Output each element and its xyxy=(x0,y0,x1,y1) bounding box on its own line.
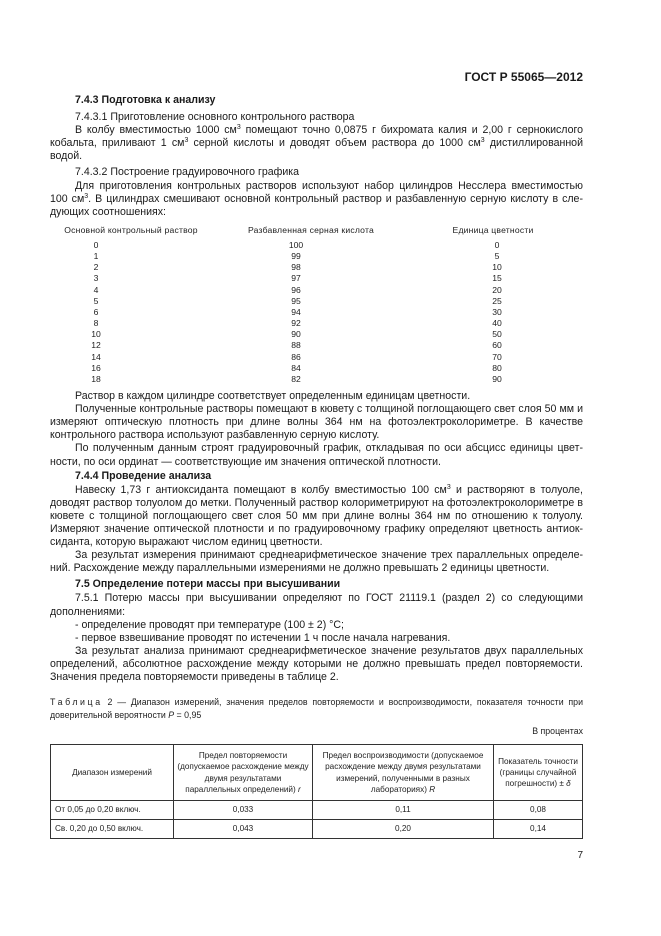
table-2-caption: Таблица 2 — Диапазон измерений, значения пределов повторяемости и воспроизводимости, показателя точности при доверительной вероятности P = 0,95 xyxy=(50,697,583,720)
section-7-4-3-2-heading: 7.4.3.2 Построение градуировочного графика xyxy=(75,166,300,179)
ratio-header-color-unit: Единица цветности xyxy=(452,224,534,235)
list-item-weighing: - первое взвешивание проводят по истечении 1 ч после начала нагревания. xyxy=(75,631,451,644)
reproducibility-cell: 0,11 xyxy=(313,801,494,820)
ratio-table-body xyxy=(58,240,568,385)
ratio-stock-cell: 5 xyxy=(93,295,99,306)
paragraph-analysis-procedure: Навеску 1,73 г антиоксиданта помещают в колбу вместимостью 100 $см^3$ и растворяют в толуоле, доводят раствор толуолом до метки. Полученный раствор колориметрируют на фотоэлектроколориметре в кювете с толщиной поглощающего свет слоя 50 мм при длине волны 364 нм по отношению к толуолу. Измеряют значение оптической плотности и по градуировочному графику определяют цветность антиоксиданта, которую выражают числом единиц цветности. xyxy=(50,483,583,549)
table-2 xyxy=(50,744,583,839)
ratio-row xyxy=(58,363,568,374)
ratio-row xyxy=(58,251,568,262)
ratio-acid-cell: 92 xyxy=(291,318,301,329)
table-2-unit: В процентах xyxy=(532,725,583,736)
section-7-5-heading: 7.5 Определение потери массы при высушивании xyxy=(75,578,341,591)
section-7-4-3-1-heading: 7.4.3.1 Приготовление основного контрольного раствора xyxy=(75,111,355,124)
ratio-acid-cell: 88 xyxy=(291,340,301,351)
ratio-row xyxy=(58,352,568,363)
ratio-row xyxy=(58,240,568,251)
ratio-row xyxy=(58,318,568,329)
ratio-stock-cell: 1 xyxy=(93,251,99,262)
table-row xyxy=(51,801,583,820)
section-7-4-4-heading: 7.4.4 Проведение анализа xyxy=(75,469,212,482)
ratio-row xyxy=(58,285,568,296)
table-row xyxy=(51,820,583,839)
table-2-header-repeatability: Предел повторяемости (допускаемое расхождение между двумя результатами параллельных определений) r xyxy=(174,745,313,801)
ratio-stock-cell: 16 xyxy=(91,362,101,373)
ratio-color-cell: 10 xyxy=(492,262,502,273)
ratio-color-cell: 0 xyxy=(494,240,500,250)
ratio-color-cell: 80 xyxy=(492,362,502,373)
ratio-stock-cell: 8 xyxy=(93,318,99,329)
document-code: ГОСТ Р 55065—2012 xyxy=(464,70,583,84)
ratio-header-acid: Разбавленная серная кислота xyxy=(248,224,374,235)
ratio-stock-cell: 4 xyxy=(93,284,99,295)
ratio-acid-cell: 98 xyxy=(291,262,301,273)
ratio-table xyxy=(58,225,568,385)
reproducibility-cell: 0,20 xyxy=(313,820,494,839)
ratio-stock-cell: 6 xyxy=(93,306,99,317)
ratio-stock-cell: 10 xyxy=(91,329,101,340)
ratio-color-cell: 90 xyxy=(492,373,502,384)
ratio-color-cell: 5 xyxy=(494,251,500,262)
ratio-acid-cell: 84 xyxy=(291,362,301,373)
ratio-row xyxy=(58,374,568,385)
table-2-header-accuracy: Показатель точности (границы случайной погрешности) ± δ xyxy=(494,745,583,801)
ratio-color-cell: 20 xyxy=(492,284,502,295)
paragraph-color-units: Раствор в каждом цилиндре соответствует определенным единицам цветности. xyxy=(75,390,471,403)
ratio-acid-cell: 86 xyxy=(291,351,301,362)
ratio-color-cell: 15 xyxy=(492,273,502,284)
ratio-acid-cell: 94 xyxy=(291,306,301,317)
table-2-header-reproducibility: Предел воспроизводимости (допускаемое расхождение между двумя результатами измерений, полученными в разных лабораториях) R xyxy=(313,745,494,801)
paragraph-measurement: Полученные контрольные растворы помещают в кювету с толщиной поглощающего свет слоя 50 мм и измеряют оптическую плотность при длине волны 364 нм на фотоэлектроколориметре. В качестве контрольного раствора используют разбавленную серную кислоту. xyxy=(50,403,583,442)
paragraph-calibration-graph: По полученным данным строят градуировочный график, откладывая по оси абсцисс единицы цветности, по оси ординат — соответствующие им значения оптической плотности. xyxy=(50,442,583,468)
ratio-stock-cell: 3 xyxy=(93,273,99,284)
ratio-color-cell: 30 xyxy=(492,306,502,317)
paragraph-mass-loss: 7.5.1 Потерю массы при высушивании определяют по ГОСТ 21119.1 (раздел 2) со следующими дополнениями: xyxy=(50,592,583,618)
ratio-acid-cell: 99 xyxy=(291,251,301,262)
table-2-header-range: Диапазон измерений xyxy=(51,745,174,801)
ratio-acid-cell: 82 xyxy=(291,373,301,384)
table-2-body xyxy=(51,801,583,839)
paragraph-nessler-cylinders: Для приготовления контрольных растворов используют набор цилиндров Несслера вместимостью 100 $см^3$. В цилиндрах смешивают основной контрольный раствор и разбавленную серную кислоту в следующих соотношениях: xyxy=(50,179,583,218)
ratio-color-cell: 50 xyxy=(492,329,502,340)
ratio-header-stock: Основной контрольный раствор xyxy=(64,224,198,235)
ratio-row xyxy=(58,296,568,307)
ratio-row xyxy=(58,262,568,273)
ratio-color-cell: 40 xyxy=(492,318,502,329)
paragraph-analysis-result: За результат измерения принимают среднеарифметическое значение трех параллельных определений. Расхождение между параллельными измерениями не должно превышать 2 единицы цветности. xyxy=(50,549,583,575)
ratio-row xyxy=(58,340,568,351)
ratio-stock-cell: 2 xyxy=(93,262,99,273)
ratio-row xyxy=(58,273,568,284)
ratio-stock-cell: 18 xyxy=(91,373,101,384)
list-item-temperature: - определение проводят при температуре (100 ± 2) °С; xyxy=(75,618,344,631)
ratio-row xyxy=(58,307,568,318)
ratio-stock-cell: 12 xyxy=(91,340,101,351)
section-7-4-3-heading: 7.4.3 Подготовка к анализу xyxy=(75,94,216,106)
accuracy-cell: 0,08 xyxy=(494,801,583,820)
repeatability-cell: 0,043 xyxy=(174,820,313,839)
ratio-stock-cell: 0 xyxy=(93,240,99,250)
ratio-color-cell: 70 xyxy=(492,351,502,362)
page-number: 7 xyxy=(577,850,583,861)
range-cell: От 0,05 до 0,20 включ. xyxy=(51,801,174,820)
accuracy-cell: 0,14 xyxy=(494,820,583,839)
ratio-acid-cell: 97 xyxy=(291,273,301,284)
ratio-color-cell: 60 xyxy=(492,340,502,351)
page-content xyxy=(50,94,583,839)
paragraph-stock-solution: В колбу вместимостью 1000 $см^3$ помещают точно 0,0875 г бихромата калия и 2,00 г сернокислого кобальта, приливают 1 $см^3$ серной кислоты и доводят объем раствора до 1000 $см^3$ дистиллированной водой. xyxy=(50,124,583,163)
ratio-color-cell: 25 xyxy=(492,295,502,306)
repeatability-cell: 0,033 xyxy=(174,801,313,820)
paragraph-mass-loss-result: За результат анализа принимают среднеарифметическое значение результатов двух параллельных определений, абсолютное расхождение между которыми не должно превышать предел повторяемости. Значения предела повторяемости приведены в таблице 2. xyxy=(50,644,583,683)
range-cell: Св. 0,20 до 0,50 включ. xyxy=(51,820,174,839)
ratio-acid-cell: 95 xyxy=(291,295,301,306)
ratio-acid-cell: 96 xyxy=(291,284,301,295)
ratio-stock-cell: 14 xyxy=(91,351,101,362)
ratio-acid-cell: 100 xyxy=(288,240,304,250)
ratio-row xyxy=(58,329,568,340)
ratio-acid-cell: 90 xyxy=(291,329,301,340)
